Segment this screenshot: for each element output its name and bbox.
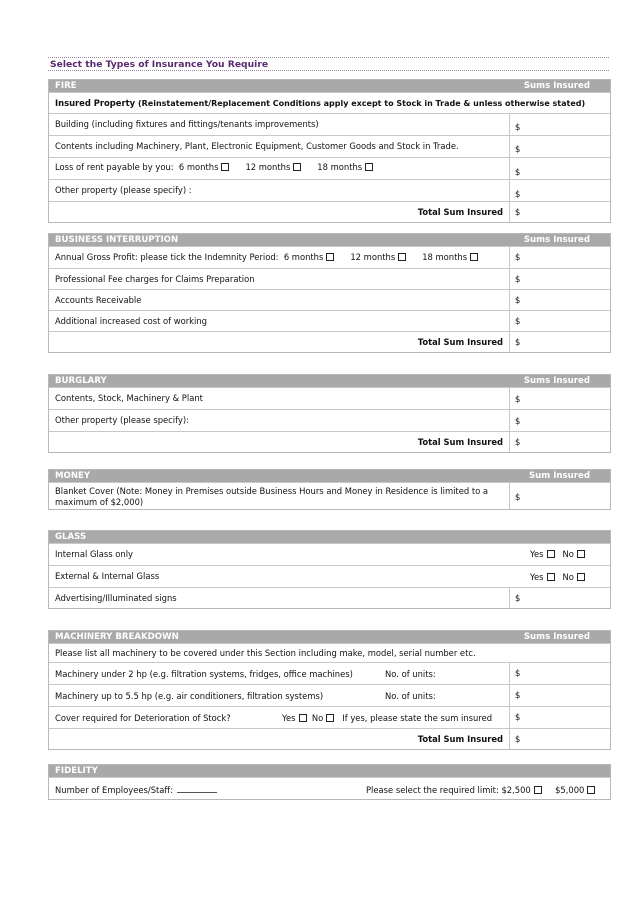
- fire-6-months-label: 6 months: [178, 162, 219, 172]
- fire-contents-row: [49, 135, 610, 157]
- money-sum-insured-label: Sum Insured: [528, 471, 590, 481]
- machinery-upto55-units-label: No. of units:: [385, 691, 436, 701]
- machinery-upto55-label: Machinery up to 5.5 hp (e.g. air conditioners, filtration systems): [55, 691, 324, 701]
- burglary-other-row: [49, 409, 610, 431]
- bi-12-months-checkbox[interactable]: [398, 253, 406, 261]
- glass-internal-yes-checkbox[interactable]: [547, 550, 555, 558]
- bi-18-months-label: 18 months: [422, 252, 468, 262]
- loss-rent-label: Loss of rent payable by you:: [55, 162, 174, 172]
- machinery-header: [49, 631, 610, 643]
- fire-sums-insured-label: Sums Insured: [523, 81, 590, 91]
- machinery-cover-yes-checkbox[interactable]: [299, 714, 307, 722]
- machinery-header-label: MACHINERY BREAKDOWN: [55, 632, 179, 642]
- fire-loss-rent-row: [49, 157, 610, 179]
- fidelity-row: [49, 777, 610, 799]
- bi-header: [49, 234, 610, 246]
- machinery-cover-amount[interactable]: $: [515, 712, 521, 722]
- insured-property-label: Insured Property: [55, 98, 136, 108]
- fidelity-header-label: FIDELITY: [55, 766, 98, 776]
- fire-other-amount[interactable]: $: [515, 189, 521, 199]
- money-blanket-row: [49, 482, 610, 509]
- bi-header-label: BUSINESS INTERRUPTION: [55, 235, 179, 245]
- fire-loss-rent-amount[interactable]: $: [515, 167, 521, 177]
- glass-header-label: GLASS: [55, 532, 87, 542]
- glass-external-no-checkbox[interactable]: [577, 573, 585, 581]
- machinery-cover-label: Cover required for Deterioration of Stock?: [55, 713, 231, 723]
- machinery-upto55-row: [49, 684, 610, 706]
- machinery-list-label: Please list all machinery to be covered under this Section including make, model, serial number etc.: [55, 648, 476, 658]
- bi-agp-amount[interactable]: $: [515, 252, 521, 262]
- fire-12-months-label: 12 months: [245, 162, 291, 172]
- machinery-sums-insured-label: Sums Insured: [523, 632, 590, 642]
- fidelity-section: [48, 764, 611, 800]
- fidelity-limit-label: Please select the required limit: $2,500: [366, 785, 531, 795]
- burglary-header-label: BURGLARY: [55, 376, 107, 386]
- fire-contents-amount[interactable]: $: [515, 144, 521, 154]
- glass-external-row: [49, 565, 610, 587]
- bi-total-label: Total Sum Insured: [417, 337, 503, 347]
- glass-internal-no-label: No: [562, 549, 574, 559]
- machinery-under2-units-label: No. of units:: [385, 669, 436, 679]
- fire-12-months-checkbox[interactable]: [293, 163, 301, 171]
- glass-internal-row: [49, 543, 610, 565]
- fire-section: [48, 79, 611, 223]
- bi-total-row: [49, 331, 610, 352]
- glass-advertising-row: [49, 587, 610, 608]
- bi-accounts-label: Accounts Receivable: [55, 295, 142, 305]
- bi-agp-label: Annual Gross Profit: please tick the Indemnity Period:: [55, 252, 279, 262]
- machinery-under2-label: Machinery under 2 hp (e.g. filtration systems, fridges, office machines): [55, 669, 353, 679]
- fidelity-2500-checkbox[interactable]: [534, 786, 542, 794]
- burglary-sums-insured-label: Sums Insured: [523, 376, 590, 386]
- money-blanket-label: Blanket Cover (Note: Money in Premises outside Business Hours and Money in Residence is limited to a: [55, 486, 489, 496]
- glass-internal-label: Internal Glass only: [55, 549, 133, 559]
- burglary-header: [49, 375, 610, 387]
- fire-total-label: Total Sum Insured: [417, 207, 503, 217]
- insured-property-note: (Reinstatement/Replacement Conditions apply except to Stock in Trade & unless otherwise stated): [137, 99, 586, 108]
- fidelity-header: [49, 765, 610, 777]
- machinery-cover-yes-label: Yes: [282, 713, 296, 723]
- machinery-cover-row: [49, 706, 610, 728]
- glass-advertising-label: Advertising/Illuminated signs: [55, 593, 177, 603]
- machinery-ifyes-label: If yes, please state the sum insured: [342, 713, 493, 723]
- fidelity-employees-label: Number of Employees/Staff:: [55, 785, 174, 795]
- fire-building-label: Building (including fixtures and fittings/tenants improvements): [55, 119, 319, 129]
- machinery-total-label: Total Sum Insured: [417, 734, 503, 744]
- money-blanket-amount[interactable]: $: [515, 492, 521, 502]
- machinery-under2-amount[interactable]: $: [515, 668, 521, 678]
- burglary-contents-label: Contents, Stock, Machinery & Plant: [55, 393, 203, 403]
- machinery-list-row: [49, 643, 610, 662]
- machinery-cover-no-checkbox[interactable]: [326, 714, 334, 722]
- bi-prof-label: Professional Fee charges for Claims Preparation: [55, 274, 255, 284]
- bi-prof-row: [49, 268, 610, 289]
- burglary-other-amount[interactable]: $: [515, 416, 521, 426]
- money-blanket-limit-note: maximum of $2,000): [55, 497, 144, 507]
- burglary-contents-amount[interactable]: $: [515, 394, 521, 404]
- bi-additional-amount[interactable]: $: [515, 316, 521, 326]
- glass-section: [48, 530, 611, 609]
- fire-building-row: [49, 113, 610, 135]
- machinery-under2-row: [49, 662, 610, 684]
- money-header: [49, 470, 610, 482]
- fire-insured-property-row: [49, 92, 610, 113]
- fidelity-employees-field[interactable]: [177, 786, 217, 793]
- fire-18-months-checkbox[interactable]: [365, 163, 373, 171]
- bi-12-months-label: 12 months: [350, 252, 396, 262]
- glass-external-yes-checkbox[interactable]: [547, 573, 555, 581]
- fire-total-row: [49, 201, 610, 222]
- bi-additional-label: Additional increased cost of working: [55, 316, 207, 326]
- fidelity-5000-checkbox[interactable]: [587, 786, 595, 794]
- burglary-total-label: Total Sum Insured: [417, 437, 503, 447]
- business-interruption-section: [48, 233, 611, 353]
- glass-external-yes-label: Yes: [530, 572, 544, 582]
- burglary-other-label: Other property (please specify):: [55, 415, 189, 425]
- glass-internal-yes-label: Yes: [530, 549, 544, 559]
- glass-advertising-amount[interactable]: $: [515, 593, 521, 603]
- bi-6-months-checkbox[interactable]: [326, 253, 334, 261]
- bi-total-amount[interactable]: $: [515, 337, 521, 347]
- fire-18-months-label: 18 months: [317, 162, 363, 172]
- fire-total-amount[interactable]: $: [515, 207, 521, 217]
- burglary-contents-row: [49, 387, 610, 409]
- bi-accounts-amount[interactable]: $: [515, 295, 521, 305]
- machinery-cover-no-label: No: [311, 713, 324, 723]
- glass-external-no-label: No: [562, 572, 574, 582]
- glass-header: [49, 531, 610, 543]
- money-section: [48, 469, 611, 510]
- burglary-total-amount[interactable]: $: [515, 437, 521, 447]
- machinery-total-amount[interactable]: $: [515, 734, 521, 744]
- bi-additional-row: [49, 310, 610, 331]
- fire-6-months-checkbox[interactable]: [221, 163, 229, 171]
- machinery-section: [48, 630, 611, 750]
- page-title: Select the Types of Insurance You Require: [48, 57, 609, 71]
- money-header-label: MONEY: [55, 471, 91, 481]
- fire-building-amount[interactable]: $: [515, 122, 521, 132]
- fire-contents-label: Contents including Machinery, Plant, Electronic Equipment, Customer Goods and Stock in Trade.: [55, 141, 459, 151]
- bi-agp-row: [49, 246, 610, 268]
- bi-sums-insured-label: Sums Insured: [523, 235, 590, 245]
- burglary-total-row: [49, 431, 610, 452]
- fire-other-label: Other property (please specify) :: [55, 185, 192, 195]
- bi-6-months-label: 6 months: [283, 252, 324, 262]
- burglary-section: [48, 374, 611, 453]
- bi-18-months-checkbox[interactable]: [470, 253, 478, 261]
- fire-header: [49, 80, 610, 92]
- bi-accounts-row: [49, 289, 610, 310]
- fidelity-5000-label: $5,000: [555, 785, 585, 795]
- glass-internal-no-checkbox[interactable]: [577, 550, 585, 558]
- machinery-total-row: [49, 728, 610, 749]
- machinery-upto55-amount[interactable]: $: [515, 690, 521, 700]
- bi-prof-amount[interactable]: $: [515, 274, 521, 284]
- fire-header-label: FIRE: [55, 81, 77, 91]
- fire-other-row: [49, 179, 610, 201]
- glass-external-label: External & Internal Glass: [55, 571, 160, 581]
